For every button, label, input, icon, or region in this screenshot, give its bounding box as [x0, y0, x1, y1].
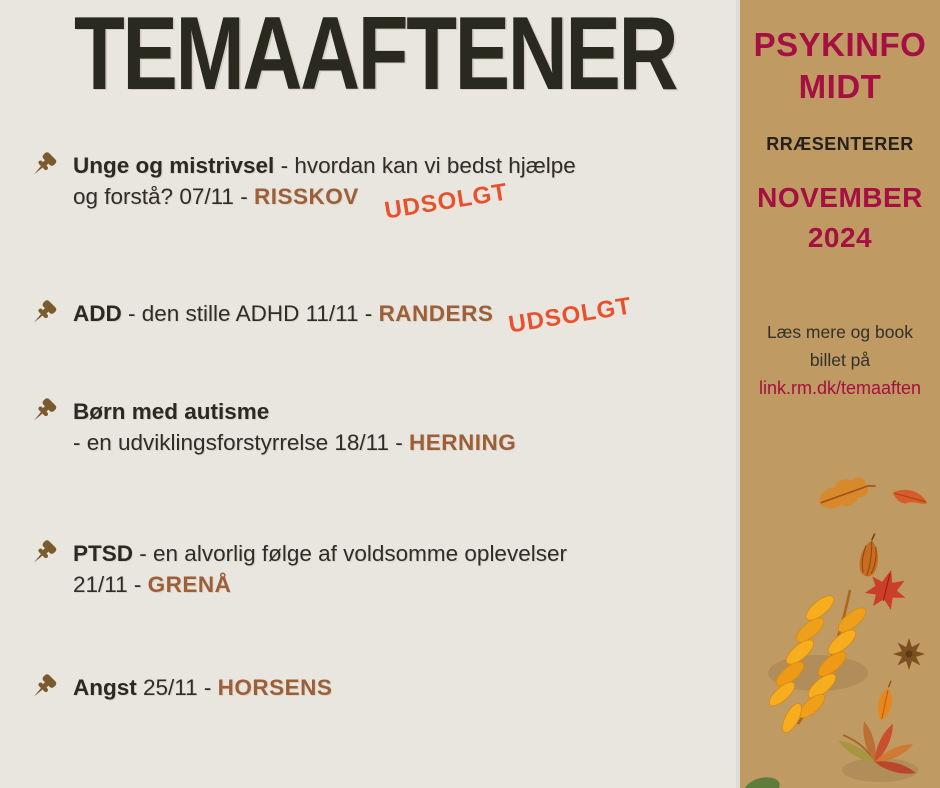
event-city: GRENÅ: [147, 572, 232, 597]
event-detail: - en udviklingsforstyrrelse 18/11 -: [73, 430, 403, 455]
event-text: [73, 298, 493, 331]
event-title: ADD: [73, 301, 122, 326]
physalis-fruit-image: [858, 532, 882, 578]
sold-out-badge: UDSOLGT: [506, 292, 634, 339]
event-text: [73, 150, 593, 212]
event-detail: - en alvorlig følge af voldsomme oplevelser 21/11 -: [73, 541, 567, 597]
event-item-born-med-autisme: [28, 396, 516, 458]
event-detail: - den stille ADHD 11/11 -: [128, 301, 373, 326]
event-detail: 25/11 -: [143, 675, 212, 700]
event-text: [73, 396, 516, 458]
event-title: Unge og mistrivsel: [73, 153, 275, 178]
presents-label: RRÆSENTERER: [766, 134, 914, 154]
event-city: RANDERS: [378, 301, 494, 326]
event-title: PTSD: [73, 541, 134, 566]
brand-name: PSYKINFO MIDT: [753, 26, 927, 105]
autumn-leaf-fragment-image: [890, 484, 929, 513]
event-item-unge-og-mistrivsel: [28, 150, 593, 225]
oak-leaf-image: [814, 469, 879, 516]
month-label: NOVEMBER 2024: [757, 182, 923, 253]
event-text: [73, 672, 332, 705]
pushpin-icon: [28, 299, 60, 331]
page-title: TEMAAFTENER: [74, 0, 677, 112]
event-detail: - hvordan kan vi bedst hjælpe og forstå? 07/11 -: [73, 153, 576, 209]
green-leaf-edge-image: [742, 774, 782, 788]
pushpin-icon: [28, 539, 60, 571]
event-city: HERNING: [409, 430, 517, 455]
pushpin-icon: [28, 673, 60, 705]
event-item-ptsd: [28, 538, 618, 600]
event-city: HORSENS: [217, 675, 333, 700]
event-city: RISSKOV: [253, 184, 359, 209]
event-title: Børn med autisme: [73, 399, 270, 424]
sidebar: [740, 0, 940, 788]
pushpin-icon: [28, 151, 60, 183]
pushpin-icon: [28, 397, 60, 429]
sold-out-badge: UDSOLGT: [382, 178, 510, 225]
event-title: Angst: [73, 675, 137, 700]
star-anise-image: [893, 638, 925, 670]
event-item-add: [28, 292, 634, 339]
small-orange-leaf-image: [875, 679, 897, 722]
cta-line: Læs mere og book billet på: [767, 322, 913, 370]
booking-link: link.rm.dk/temaaften: [758, 378, 922, 398]
cta-text: [750, 318, 930, 402]
event-item-angst: [28, 672, 332, 705]
event-text: [73, 538, 618, 600]
autumn-leaves-image: [740, 428, 940, 788]
